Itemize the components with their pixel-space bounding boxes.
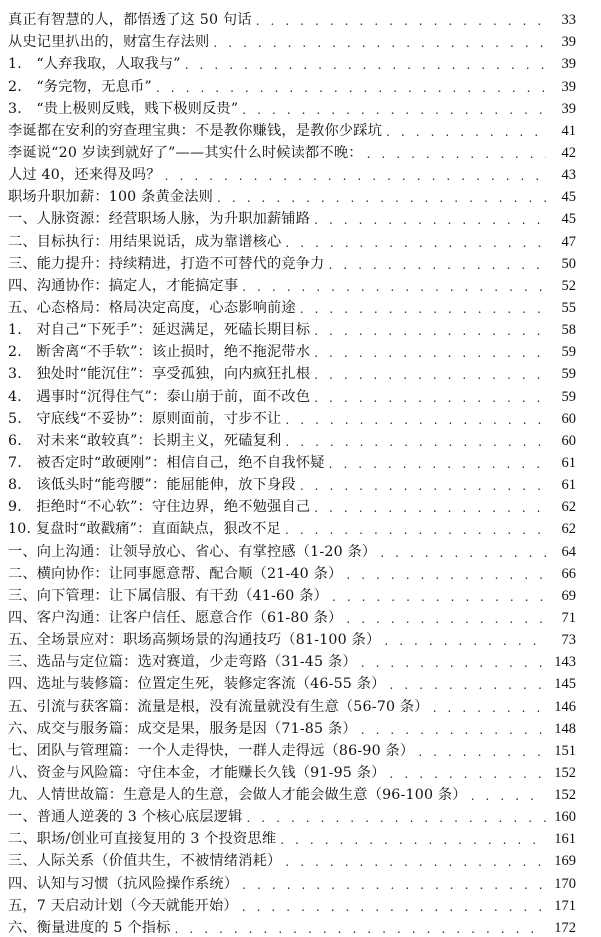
toc-entry[interactable] xyxy=(8,51,576,73)
toc-entry[interactable] xyxy=(8,450,576,472)
dot-leader xyxy=(256,13,546,29)
toc-entry-title: 1. “人弃我取，人取我与” xyxy=(8,56,181,73)
toc-entry-title: 2. 断舍离“不手软”：该止损时，绝不拖泥带水 xyxy=(8,344,311,361)
toc-entry-page-number: 60 xyxy=(561,432,576,449)
toc-entry[interactable] xyxy=(8,251,576,273)
toc-entry[interactable] xyxy=(8,206,576,228)
toc-entry-title: 九、人情世故篇：生意是人的生意，会做人才能会做生意（96-100 条） xyxy=(8,787,467,804)
dot-leader xyxy=(300,301,546,317)
toc-entry[interactable] xyxy=(8,228,576,250)
toc-entry[interactable] xyxy=(8,140,576,162)
toc-entry[interactable] xyxy=(8,339,576,361)
toc-entry[interactable] xyxy=(8,826,576,848)
toc-entry-title: 4. 遇事时“沉得住气”：泰山崩于前，面不改色 xyxy=(8,388,311,405)
dot-leader xyxy=(390,766,546,782)
toc-entry-page-number: 171 xyxy=(554,897,576,914)
toc-entry[interactable] xyxy=(8,317,576,339)
toc-entry-page-number: 169 xyxy=(554,853,576,870)
toc-entry-title: 四、沟通协作：搞定人，才能搞定事 xyxy=(8,277,239,294)
toc-entry-page-number: 39 xyxy=(561,100,576,117)
dot-leader xyxy=(346,611,546,627)
toc-entry-page-number: 47 xyxy=(561,233,576,250)
toc-entry-page-number: 59 xyxy=(561,388,576,405)
dot-leader xyxy=(386,124,546,140)
dot-leader xyxy=(361,655,546,671)
toc-entry[interactable] xyxy=(8,760,576,782)
table-of-contents xyxy=(8,7,576,937)
dot-leader xyxy=(165,168,546,184)
toc-entry[interactable] xyxy=(8,516,576,538)
toc-entry-page-number: 71 xyxy=(561,609,576,626)
toc-entry[interactable] xyxy=(8,494,576,516)
toc-entry[interactable] xyxy=(8,538,576,560)
dot-leader xyxy=(433,700,546,716)
toc-entry[interactable] xyxy=(8,671,576,693)
dot-leader xyxy=(246,810,546,826)
toc-entry-page-number: 45 xyxy=(561,189,576,206)
toc-entry-title: 四、客户沟通：让客户信任、愿意合作（61-80 条） xyxy=(8,609,343,626)
toc-entry[interactable] xyxy=(8,273,576,295)
toc-entry-page-number: 152 xyxy=(554,787,576,804)
dot-leader xyxy=(418,744,546,760)
toc-entry[interactable] xyxy=(8,561,576,583)
toc-entry-title: 四、选址与装修篇：位置定生死，装修定客流（46-55 条） xyxy=(8,676,386,693)
dot-leader xyxy=(242,279,546,295)
toc-entry[interactable] xyxy=(8,184,576,206)
dot-leader xyxy=(314,390,546,406)
toc-entry[interactable] xyxy=(8,804,576,826)
dot-leader xyxy=(329,257,546,273)
toc-entry[interactable] xyxy=(8,583,576,605)
toc-entry-page-number: 41 xyxy=(561,122,576,139)
toc-entry-title: 职场升职加薪：100 条黄金法则 xyxy=(8,189,214,206)
toc-entry-page-number: 42 xyxy=(561,144,576,161)
toc-entry-title: 5. 守底线“不妥协”：原则面前，寸步不让 xyxy=(8,410,282,427)
toc-entry-title: 2. “务完物，无息币” xyxy=(8,78,152,95)
toc-entry-title: 二、职场/创业可直接复用的 3 个投资思维 xyxy=(8,831,277,848)
toc-entry-page-number: 161 xyxy=(554,831,576,848)
toc-entry-page-number: 58 xyxy=(561,322,576,339)
dot-leader xyxy=(346,567,546,583)
dot-leader xyxy=(156,80,546,96)
toc-entry-title: 三、向下管理：让下属信服、有干劲（41-60 条） xyxy=(8,587,328,604)
dot-leader xyxy=(384,633,546,649)
toc-entry-page-number: 152 xyxy=(554,764,576,781)
dot-leader xyxy=(242,102,546,118)
toc-entry-page-number: 59 xyxy=(561,366,576,383)
toc-entry-page-number: 33 xyxy=(561,12,576,29)
toc-entry-page-number: 39 xyxy=(561,56,576,73)
toc-entry-title: 二、横向协作：让同事愿意帮、配合顺（21-40 条） xyxy=(8,565,343,582)
toc-entry-title: 8. 该低头时“能弯腰”：能屈能伸，放下身段 xyxy=(8,477,296,494)
toc-entry-title: 六、成交与服务篇：成交是果，服务是因（71-85 条） xyxy=(8,720,357,737)
toc-entry-title: 一、人脉资源：经营职场人脉，为升职加薪铺路 xyxy=(8,211,311,228)
toc-entry-page-number: 143 xyxy=(554,654,576,671)
toc-entry-page-number: 55 xyxy=(561,299,576,316)
toc-entry[interactable] xyxy=(8,893,576,915)
dot-leader xyxy=(242,877,546,893)
toc-entry-page-number: 61 xyxy=(561,454,576,471)
toc-entry-title: 一、向上沟通：让领导放心、省心、有掌控感（1-20 条） xyxy=(8,543,377,560)
dot-leader xyxy=(185,57,546,73)
toc-entry-title: 二、目标执行：用结果说话，成为靠谱核心 xyxy=(8,233,282,250)
toc-entry[interactable] xyxy=(8,693,576,715)
toc-entry[interactable] xyxy=(8,627,576,649)
toc-entry[interactable] xyxy=(8,782,576,804)
toc-entry-title: 三、选品与定位篇：选对赛道，少走弯路（31-45 条） xyxy=(8,654,357,671)
toc-entry-page-number: 59 xyxy=(561,344,576,361)
dot-leader xyxy=(285,235,546,251)
toc-entry-title: 10. 复盘时“敢戳痛”：直面缺点，狠改不足 xyxy=(8,521,281,538)
toc-entry[interactable] xyxy=(8,870,576,892)
dot-leader xyxy=(332,589,546,605)
dot-leader xyxy=(217,190,546,206)
toc-entry-title: 三、人际关系（价值共生，不被情绪消耗） xyxy=(8,853,282,870)
toc-entry-title: 七、团队与管理篇：一个人走得快，一群人走得远（86-90 条） xyxy=(8,742,415,759)
toc-entry[interactable] xyxy=(8,73,576,95)
toc-entry-title: 3. “贵上极则反贱，贱下极则反贵” xyxy=(8,100,239,117)
toc-entry-page-number: 160 xyxy=(554,809,576,826)
toc-entry[interactable] xyxy=(8,295,576,317)
toc-entry[interactable] xyxy=(8,361,576,383)
dot-leader xyxy=(175,921,546,937)
dot-leader xyxy=(314,500,546,516)
toc-entry-page-number: 45 xyxy=(561,211,576,228)
toc-entry-page-number: 60 xyxy=(561,410,576,427)
toc-entry-page-number: 61 xyxy=(561,477,576,494)
toc-entry-page-number: 52 xyxy=(561,277,576,294)
toc-entry-page-number: 43 xyxy=(561,167,576,184)
dot-leader xyxy=(314,323,546,339)
dot-leader xyxy=(390,677,546,693)
toc-entry-page-number: 64 xyxy=(561,543,576,560)
toc-entry-page-number: 62 xyxy=(561,521,576,538)
toc-entry-title: 三、能力提升：持续精进，打造不可替代的竞争力 xyxy=(8,255,325,272)
toc-entry-title: 从史记里扒出的，财富生存法则 xyxy=(8,34,210,51)
toc-entry-title: 六、衡量进度的 5 个指标 xyxy=(8,919,171,936)
toc-entry-title: 9. 拒绝时“不心软”：守住边界，绝不勉强自己 xyxy=(8,499,311,516)
toc-entry-page-number: 148 xyxy=(554,720,576,737)
toc-entry-page-number: 62 xyxy=(561,499,576,516)
dot-leader xyxy=(242,899,546,915)
toc-entry[interactable] xyxy=(8,472,576,494)
toc-entry[interactable] xyxy=(8,162,576,184)
toc-entry-page-number: 73 xyxy=(561,632,576,649)
toc-entry-title: 真正有智慧的人，都悟透了这 50 句话 xyxy=(8,12,252,29)
toc-entry-page-number: 145 xyxy=(554,676,576,693)
toc-entry-page-number: 39 xyxy=(561,78,576,95)
toc-entry[interactable] xyxy=(8,915,576,937)
toc-entry[interactable] xyxy=(8,649,576,671)
toc-entry-title: 李诞说“20 岁读到就好了”——其实什么时候读都不晚： xyxy=(8,144,363,161)
dot-leader xyxy=(329,456,546,472)
dot-leader xyxy=(285,522,546,538)
dot-leader xyxy=(380,545,546,561)
toc-entry-title: 五、心态格局：格局决定高度，心态影响前途 xyxy=(8,299,296,316)
dot-leader xyxy=(471,788,546,804)
toc-entry[interactable] xyxy=(8,605,576,627)
toc-entry[interactable] xyxy=(8,96,576,118)
toc-entry-page-number: 172 xyxy=(554,919,576,936)
dot-leader xyxy=(367,146,546,162)
toc-entry-title: 6. 对未来“敢较真”：长期主义，死磕复利 xyxy=(8,432,282,449)
toc-entry-title: 四、认知与习惯（抗风险操作系统） xyxy=(8,875,239,892)
toc-entry[interactable] xyxy=(8,7,576,29)
toc-entry-page-number: 50 xyxy=(561,255,576,272)
toc-entry-title: 7. 被否定时“敢硬刚”：相信自己，绝不自我怀疑 xyxy=(8,454,325,471)
toc-entry[interactable] xyxy=(8,738,576,760)
toc-entry-title: 1. 对自己“下死手”：延迟满足，死磕长期目标 xyxy=(8,322,311,339)
dot-leader xyxy=(314,345,546,361)
toc-entry[interactable] xyxy=(8,383,576,405)
toc-entry-page-number: 146 xyxy=(554,698,576,715)
dot-leader xyxy=(280,832,546,848)
dot-leader xyxy=(213,35,546,51)
dot-leader xyxy=(361,722,546,738)
toc-entry-title: 五、引流与获客篇：流量是根，没有流量就没有生意（56-70 条） xyxy=(8,698,429,715)
toc-entry-title: 八、资金与风险篇：守住本金，才能赚长久钱（91-95 条） xyxy=(8,764,386,781)
toc-entry[interactable] xyxy=(8,406,576,428)
dot-leader xyxy=(285,412,546,428)
toc-entry-page-number: 170 xyxy=(554,875,576,892)
dot-leader xyxy=(300,478,546,494)
dot-leader xyxy=(285,854,546,870)
toc-entry[interactable] xyxy=(8,428,576,450)
toc-entry-page-number: 69 xyxy=(561,587,576,604)
toc-entry-title: 五、全场景应对：职场高频场景的沟通技巧（81-100 条） xyxy=(8,632,381,649)
toc-entry[interactable] xyxy=(8,848,576,870)
toc-entry-page-number: 39 xyxy=(561,34,576,51)
dot-leader xyxy=(285,434,546,450)
toc-entry-title: 李诞都在安利的穷查理宝典：不是教你赚钱，是教你少踩坑 xyxy=(8,122,383,139)
toc-entry-page-number: 66 xyxy=(561,565,576,582)
toc-entry[interactable] xyxy=(8,118,576,140)
toc-entry[interactable] xyxy=(8,716,576,738)
toc-entry-title: 五，7 天启动计划（今天就能开始） xyxy=(8,897,238,914)
dot-leader xyxy=(314,212,546,228)
toc-entry-title: 3. 独处时“能沉住”：享受孤独，向内疯狂扎根 xyxy=(8,366,311,383)
toc-entry-title: 人过 40，还来得及吗？ xyxy=(8,167,161,184)
dot-leader xyxy=(314,367,546,383)
toc-entry[interactable] xyxy=(8,29,576,51)
toc-entry-title: 一、普通人逆袭的 3 个核心底层逻辑 xyxy=(8,809,243,826)
toc-entry-page-number: 151 xyxy=(554,742,576,759)
